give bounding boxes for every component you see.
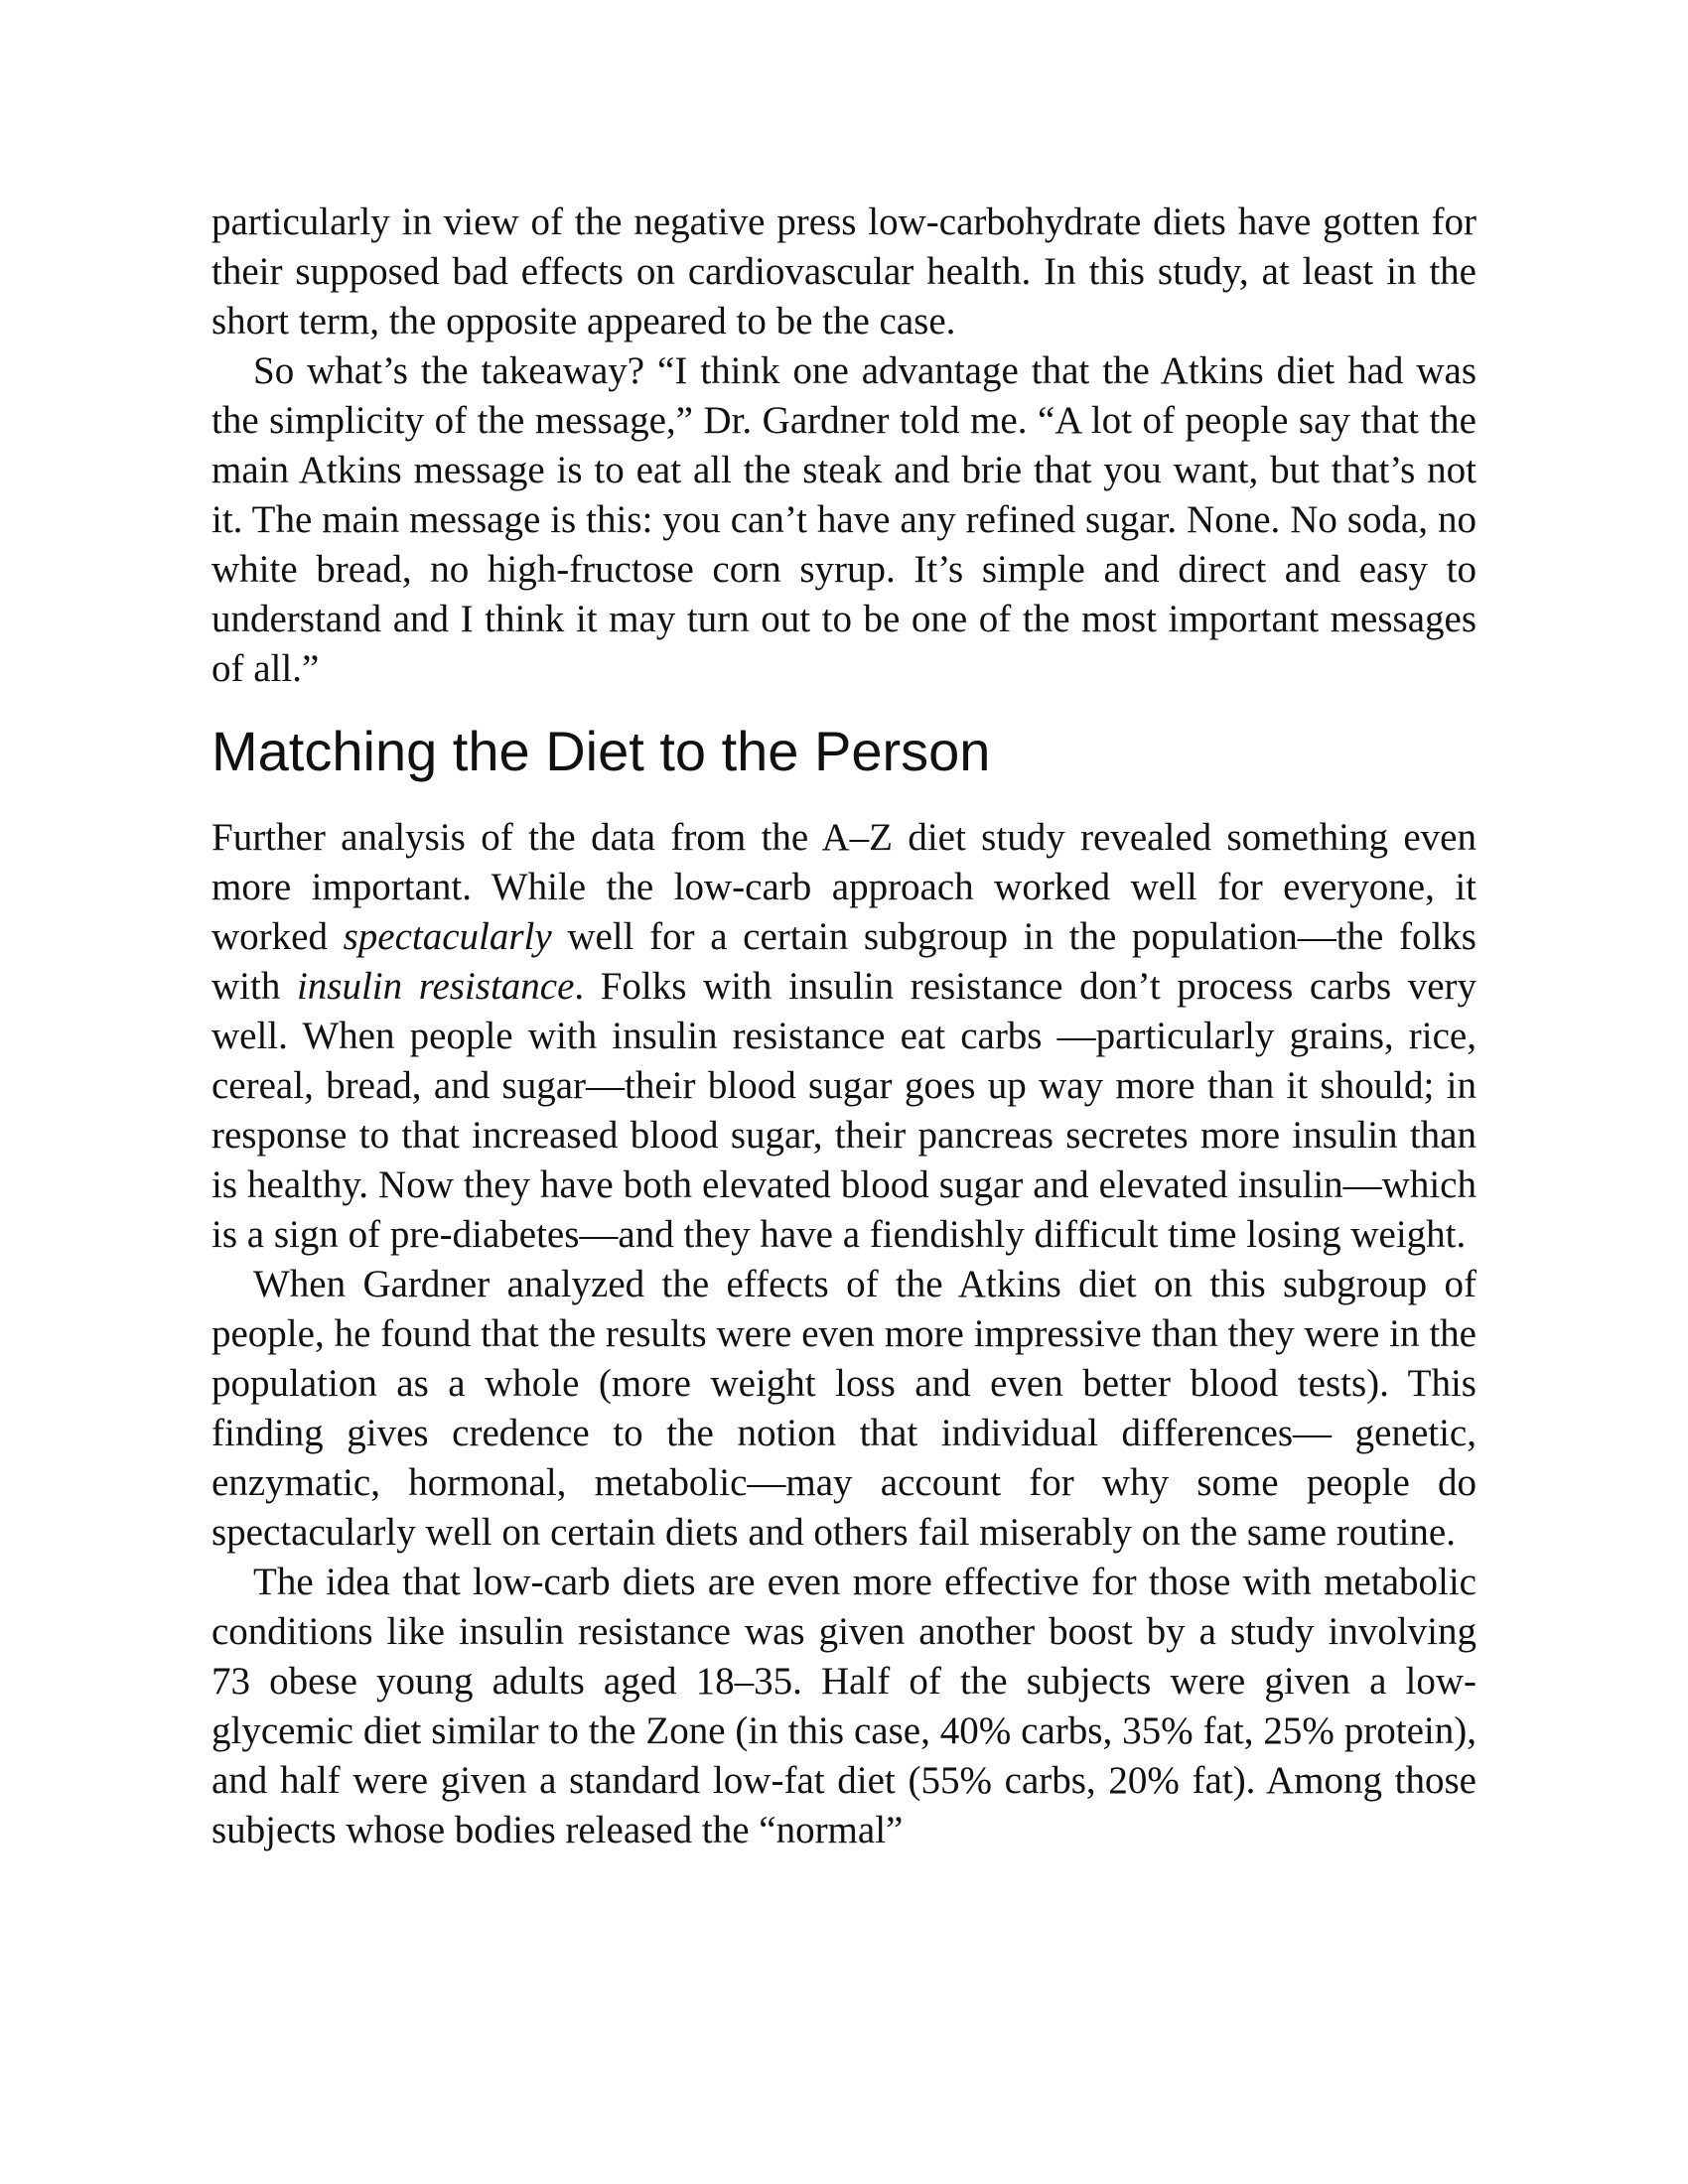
- paragraph-continuation: particularly in view of the negative press low-carbohydrate diets have gotten for their supposed bad effects on cardiovascular health. In this study, at least in the short term, the opposite appeared to be the case.: [211, 201, 1477, 342]
- paragraph-low-carb-study: The idea that low-carb diets are even more effective for those with metabolic conditions like insulin resistance was given another boost by a study involving 73 obese young adults aged 18–35. Half of the subjects were given a low-glycemic diet similar to the Zone (in this case, 40% carbs, 35% fat, 25% protein), and half were given a standard low-fat diet (55% carbs, 20% fat). Among those subjects whose bodies released the “normal”: [211, 1561, 1477, 1851]
- text-run: well for a certain subgroup in the population—the folks with: [211, 915, 1477, 1008]
- text-run: . Folks with insulin resistance don’t process carbs very well. When people with insulin resistance eat carbs —particularly grains, rice, cereal, bread, and sugar—their blood sugar goes up way more than it should; in response to that increased blood sugar, their pancreas secretes more insulin than is healthy. Now they have both elevated blood sugar and elevated insulin—which is a sign of pre-diabetes—and they have a fiendishly difficult time losing weight.: [211, 965, 1477, 1256]
- italic-text: insulin resistance: [296, 965, 575, 1008]
- book-page: [211, 198, 1477, 1855]
- italic-text: spectacularly: [343, 915, 552, 958]
- paragraph-gardner-analysis: When Gardner analyzed the effects of the Atkins diet on this subgroup of people, he found that the results were even more impressive than they were in the population as a whole (more weight loss and even better blood tests). This finding gives credence to the notion that individual differences— genetic, enzymatic, hormonal, metabolic—may account for why some people do spectacularly well on certain diets and others fail miserably on the same routine.: [211, 1263, 1477, 1554]
- text-run: Further analysis of the data from the A–Z diet study revealed something even more important. While the low-carb approach worked well for everyone, it worked: [211, 816, 1477, 958]
- paragraph-takeaway: So what’s the takeaway? “I think one advantage that the Atkins diet had was the simplicity of the message,” Dr. Gardner told me. “A lot of people say that the main Atkins message is to eat all the steak and brie that you want, but that’s not it. The main message is this: you can’t have any refined sugar. None. No soda, no white bread, no high-fructose corn syrup. It’s simple and direct and easy to understand and I think it may turn out to be one of the most important messages of all.”: [211, 349, 1477, 690]
- section-heading: Matching the Diet to the Person: [211, 720, 991, 782]
- paragraph-further-analysis: [211, 813, 1477, 1260]
